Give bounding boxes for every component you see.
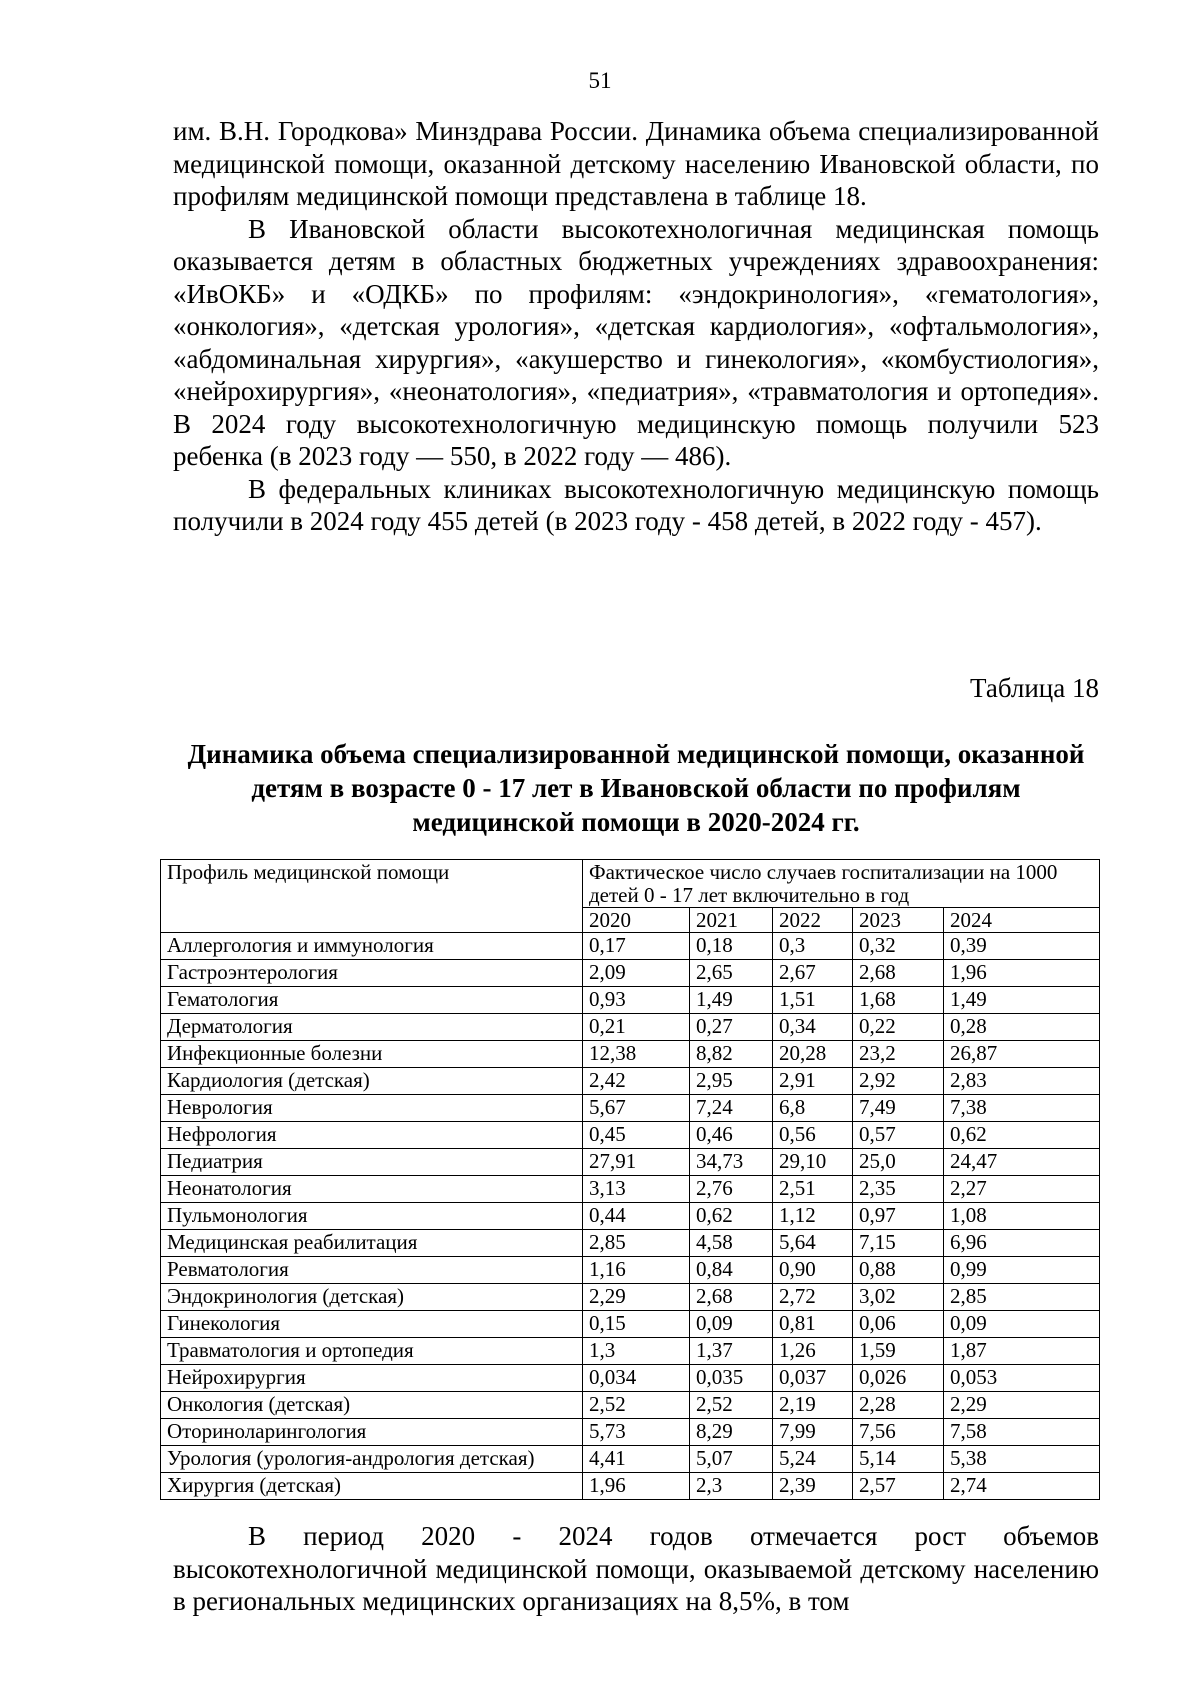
profile-cell: Медицинская реабилитация xyxy=(161,1230,583,1257)
value-cell: 5,24 xyxy=(773,1446,853,1473)
value-cell: 2,51 xyxy=(773,1176,853,1203)
profile-cell: Гинекология xyxy=(161,1311,583,1338)
value-cell: 7,58 xyxy=(944,1419,1100,1446)
value-cell: 0,06 xyxy=(853,1311,944,1338)
table-row xyxy=(161,1419,1100,1446)
table-row xyxy=(161,1203,1100,1230)
value-cell: 2,92 xyxy=(853,1068,944,1095)
value-cell: 2,52 xyxy=(583,1392,690,1419)
value-cell: 2,74 xyxy=(944,1473,1100,1500)
value-cell: 1,68 xyxy=(853,987,944,1014)
profile-cell: Эндокринология (детская) xyxy=(161,1284,583,1311)
value-cell: 1,59 xyxy=(853,1338,944,1365)
profile-cell: Нейрохирургия xyxy=(161,1365,583,1392)
value-cell: 7,38 xyxy=(944,1095,1100,1122)
table-row xyxy=(161,1446,1100,1473)
value-cell: 0,81 xyxy=(773,1311,853,1338)
table-row xyxy=(161,960,1100,987)
value-cell: 1,08 xyxy=(944,1203,1100,1230)
value-cell: 0,97 xyxy=(853,1203,944,1230)
value-cell: 1,37 xyxy=(690,1338,773,1365)
value-cell: 0,15 xyxy=(583,1311,690,1338)
value-cell: 0,99 xyxy=(944,1257,1100,1284)
value-cell: 25,0 xyxy=(853,1149,944,1176)
value-cell: 0,39 xyxy=(944,933,1100,960)
value-cell: 7,49 xyxy=(853,1095,944,1122)
body-text-bottom xyxy=(173,1520,1099,1618)
table-row xyxy=(161,1230,1100,1257)
value-cell: 0,026 xyxy=(853,1365,944,1392)
value-cell: 24,47 xyxy=(944,1149,1100,1176)
value-cell: 5,64 xyxy=(773,1230,853,1257)
value-cell: 1,96 xyxy=(944,960,1100,987)
value-cell: 0,46 xyxy=(690,1122,773,1149)
value-cell: 2,28 xyxy=(853,1392,944,1419)
value-cell: 2,85 xyxy=(583,1230,690,1257)
value-cell: 2,29 xyxy=(583,1284,690,1311)
profile-cell: Аллергология и иммунология xyxy=(161,933,583,960)
value-cell: 23,2 xyxy=(853,1041,944,1068)
value-cell: 1,16 xyxy=(583,1257,690,1284)
table-row xyxy=(161,1041,1100,1068)
value-cell: 7,15 xyxy=(853,1230,944,1257)
profile-cell: Педиатрия xyxy=(161,1149,583,1176)
value-cell: 0,28 xyxy=(944,1014,1100,1041)
value-cell: 0,57 xyxy=(853,1122,944,1149)
table-row xyxy=(161,1176,1100,1203)
value-cell: 5,73 xyxy=(583,1419,690,1446)
value-cell: 6,8 xyxy=(773,1095,853,1122)
value-cell: 0,037 xyxy=(773,1365,853,1392)
profile-cell: Травматология и ортопедия xyxy=(161,1338,583,1365)
value-cell: 2,35 xyxy=(853,1176,944,1203)
value-cell: 2,91 xyxy=(773,1068,853,1095)
value-cell: 12,38 xyxy=(583,1041,690,1068)
profile-cell: Онкология (детская) xyxy=(161,1392,583,1419)
value-cell: 3,02 xyxy=(853,1284,944,1311)
table-row xyxy=(161,1392,1100,1419)
value-cell: 0,17 xyxy=(583,933,690,960)
table-row xyxy=(161,1122,1100,1149)
table-row xyxy=(161,1095,1100,1122)
value-cell: 5,67 xyxy=(583,1095,690,1122)
table-row xyxy=(161,1284,1100,1311)
value-cell: 8,29 xyxy=(690,1419,773,1446)
table-row xyxy=(161,1257,1100,1284)
value-cell: 0,32 xyxy=(853,933,944,960)
paragraph: В Ивановской области высокотехнологичная медицинская помощь оказывается детям в областных бюджетных учреждениях здравоохранения: «ИвОКБ» и «ОДКБ» по профилям: «эндокринология», «гематология», «онкология», «детская урология», «детская кардиология», «офтальмология», «абдоминальная хирургия», «акушерство и гинекология», «комбустиология», «нейрохирургия», «неонатология», «педиатрия», «травматология и ортопедия». В 2024 году высокотехнологичную медицинскую помощь получили 523 ребенка (в 2023 году — 550, в 2022 году — 486). xyxy=(173,213,1099,471)
value-cell: 0,18 xyxy=(690,933,773,960)
paragraph: В период 2020 - 2024 годов отмечается рост объемов высокотехнологичной медицинской помощи, оказываемой детскому населению в региональных медицинских организациях на 8,5%, в том xyxy=(173,1521,1099,1616)
value-cell: 2,67 xyxy=(773,960,853,987)
value-cell: 26,87 xyxy=(944,1041,1100,1068)
value-cell: 3,13 xyxy=(583,1176,690,1203)
paragraph: им. В.Н. Городкова» Минздрава России. Динамика объема специализированной медицинской помощи, оказанной детскому населению Ивановской области, по профилям медицинской помощи представлена в таблице 18. xyxy=(173,116,1099,211)
value-cell: 0,22 xyxy=(853,1014,944,1041)
table-row xyxy=(161,1068,1100,1095)
value-cell: 7,56 xyxy=(853,1419,944,1446)
value-cell: 1,49 xyxy=(944,987,1100,1014)
value-cell: 2,65 xyxy=(690,960,773,987)
profile-cell: Пульмонология xyxy=(161,1203,583,1230)
table-row xyxy=(161,1149,1100,1176)
value-cell: 1,49 xyxy=(690,987,773,1014)
value-cell: 0,035 xyxy=(690,1365,773,1392)
year-header: 2022 xyxy=(773,908,853,933)
table-title: Динамика объема специализированной медицинской помощи, оказанной детям в возрасте 0 - 17 лет в Ивановской области по профилям медицинской помощи в 2020-2024 гг. xyxy=(187,739,1085,837)
value-cell: 6,96 xyxy=(944,1230,1100,1257)
profile-cell: Гематология xyxy=(161,987,583,1014)
table-row xyxy=(161,1473,1100,1500)
year-header: 2023 xyxy=(853,908,944,933)
value-cell: 0,44 xyxy=(583,1203,690,1230)
value-cell: 2,39 xyxy=(773,1473,853,1500)
value-cell: 8,82 xyxy=(690,1041,773,1068)
value-cell: 2,57 xyxy=(853,1473,944,1500)
value-cell: 0,34 xyxy=(773,1014,853,1041)
value-cell: 0,45 xyxy=(583,1122,690,1149)
table-row xyxy=(161,1338,1100,1365)
value-cell: 2,19 xyxy=(773,1392,853,1419)
page-number: 51 xyxy=(588,68,612,93)
value-cell: 0,053 xyxy=(944,1365,1100,1392)
value-cell: 0,62 xyxy=(944,1122,1100,1149)
table-row xyxy=(161,987,1100,1014)
profile-cell: Инфекционные болезни xyxy=(161,1041,583,1068)
data-table xyxy=(160,859,1100,1500)
profile-cell: Хирургия (детская) xyxy=(161,1473,583,1500)
value-cell: 5,38 xyxy=(944,1446,1100,1473)
value-cell: 5,14 xyxy=(853,1446,944,1473)
value-cell: 1,3 xyxy=(583,1338,690,1365)
profile-cell: Неонатология xyxy=(161,1176,583,1203)
value-cell: 1,12 xyxy=(773,1203,853,1230)
value-cell: 27,91 xyxy=(583,1149,690,1176)
profile-cell: Гастроэнтерология xyxy=(161,960,583,987)
value-cell: 5,07 xyxy=(690,1446,773,1473)
value-cell: 20,28 xyxy=(773,1041,853,1068)
value-cell: 4,58 xyxy=(690,1230,773,1257)
value-cell: 2,76 xyxy=(690,1176,773,1203)
value-cell: 2,72 xyxy=(773,1284,853,1311)
value-cell: 0,88 xyxy=(853,1257,944,1284)
profile-cell: Нефрология xyxy=(161,1122,583,1149)
year-header: 2021 xyxy=(690,908,773,933)
value-cell: 2,68 xyxy=(853,960,944,987)
value-cell: 2,52 xyxy=(690,1392,773,1419)
value-cell: 29,10 xyxy=(773,1149,853,1176)
value-cell: 2,83 xyxy=(944,1068,1100,1095)
profile-cell: Урология (урология-андрология детская) xyxy=(161,1446,583,1473)
header-group: Фактическое число случаев госпитализации на 1000 детей 0 - 17 лет включительно в год xyxy=(583,860,1100,908)
value-cell: 0,09 xyxy=(690,1311,773,1338)
profile-cell: Оториноларингология xyxy=(161,1419,583,1446)
value-cell: 0,90 xyxy=(773,1257,853,1284)
header-profile: Профиль медицинской помощи xyxy=(161,860,583,933)
table-label: Таблица 18 xyxy=(970,673,1099,703)
value-cell: 7,99 xyxy=(773,1419,853,1446)
paragraph: В федеральных клиниках высокотехнологичную медицинскую помощь получили в 2024 году 455 детей (в 2023 году - 458 детей, в 2022 году - 457). xyxy=(173,473,1099,536)
value-cell: 2,68 xyxy=(690,1284,773,1311)
value-cell: 34,73 xyxy=(690,1149,773,1176)
value-cell: 0,84 xyxy=(690,1257,773,1284)
table-row xyxy=(161,1311,1100,1338)
profile-cell: Ревматология xyxy=(161,1257,583,1284)
value-cell: 2,29 xyxy=(944,1392,1100,1419)
value-cell: 1,51 xyxy=(773,987,853,1014)
value-cell: 0,09 xyxy=(944,1311,1100,1338)
body-text-top xyxy=(173,115,1099,538)
value-cell: 2,3 xyxy=(690,1473,773,1500)
value-cell: 2,95 xyxy=(690,1068,773,1095)
value-cell: 0,56 xyxy=(773,1122,853,1149)
profile-cell: Дерматология xyxy=(161,1014,583,1041)
value-cell: 0,27 xyxy=(690,1014,773,1041)
table-row xyxy=(161,1365,1100,1392)
value-cell: 1,87 xyxy=(944,1338,1100,1365)
value-cell: 4,41 xyxy=(583,1446,690,1473)
value-cell: 2,27 xyxy=(944,1176,1100,1203)
table-row xyxy=(161,933,1100,960)
year-header: 2024 xyxy=(944,908,1100,933)
profile-cell: Кардиология (детская) xyxy=(161,1068,583,1095)
value-cell: 2,85 xyxy=(944,1284,1100,1311)
value-cell: 2,42 xyxy=(583,1068,690,1095)
value-cell: 1,26 xyxy=(773,1338,853,1365)
value-cell: 0,93 xyxy=(583,987,690,1014)
value-cell: 0,3 xyxy=(773,933,853,960)
value-cell: 7,24 xyxy=(690,1095,773,1122)
value-cell: 0,034 xyxy=(583,1365,690,1392)
table-row xyxy=(161,1014,1100,1041)
value-cell: 1,96 xyxy=(583,1473,690,1500)
value-cell: 0,62 xyxy=(690,1203,773,1230)
value-cell: 0,21 xyxy=(583,1014,690,1041)
year-header: 2020 xyxy=(583,908,690,933)
value-cell: 2,09 xyxy=(583,960,690,987)
profile-cell: Неврология xyxy=(161,1095,583,1122)
